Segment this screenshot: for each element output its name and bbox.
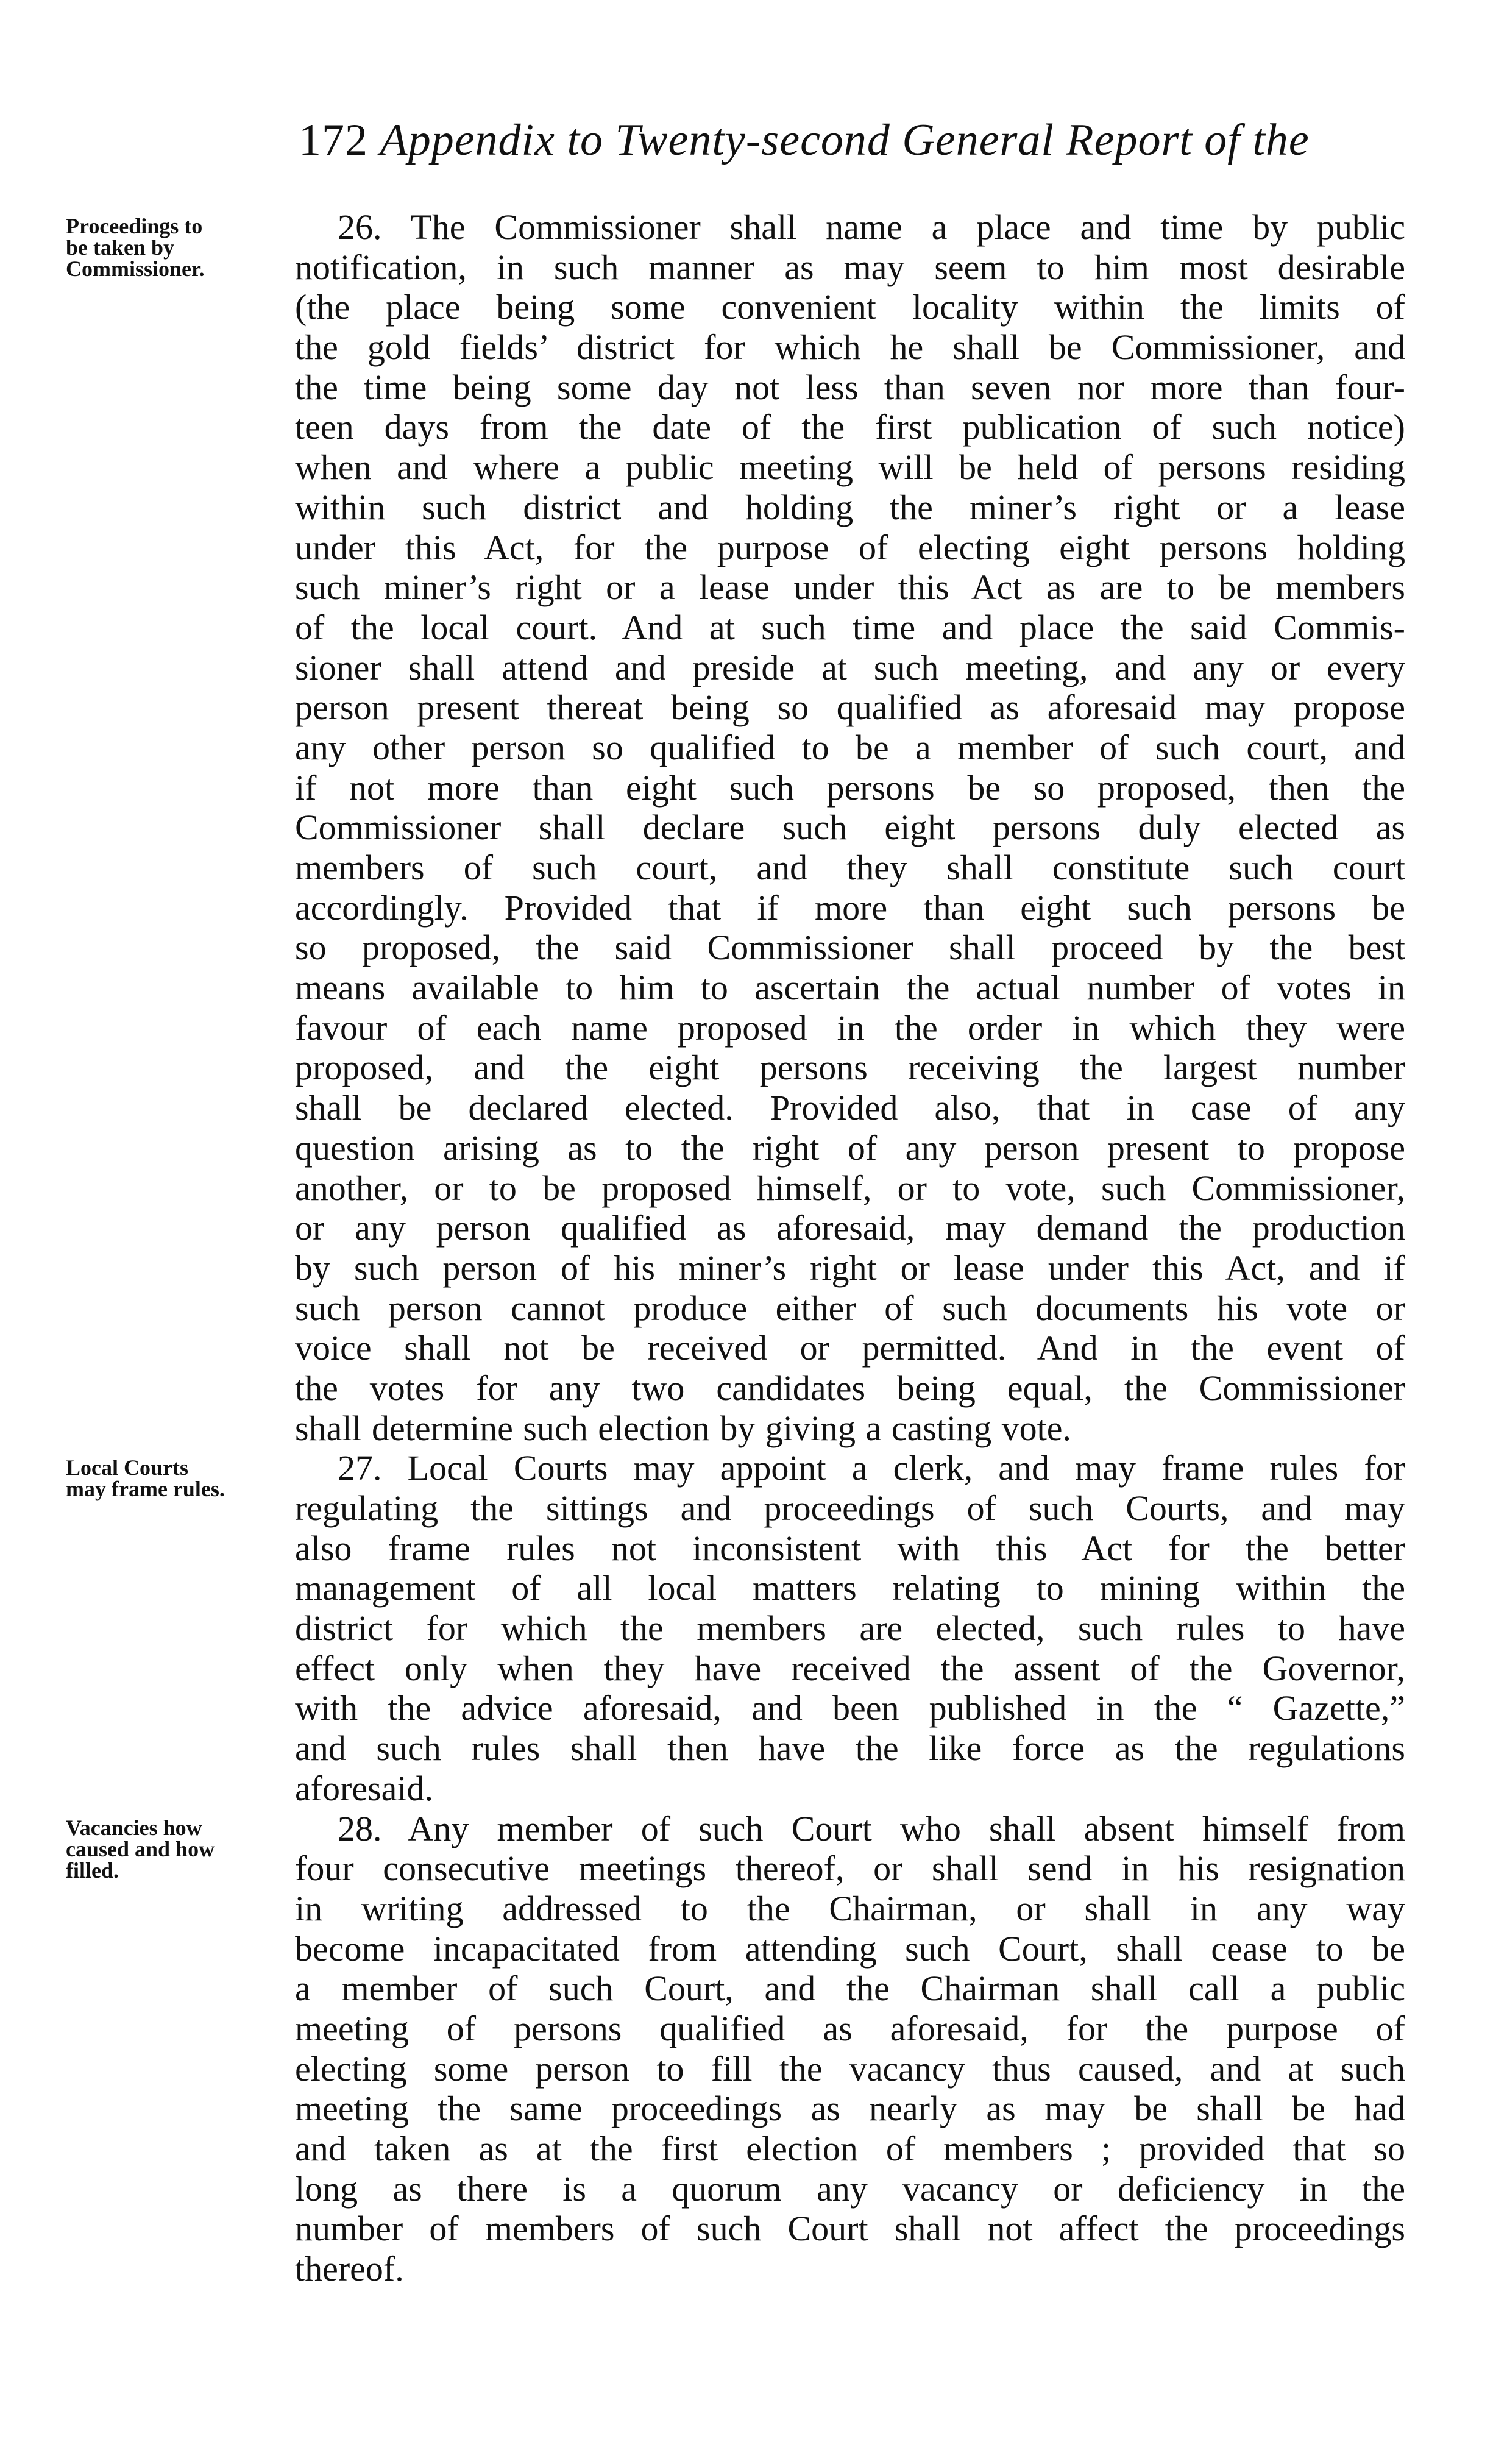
paragraph-28 xyxy=(295,1809,1405,2289)
running-title: Appendix to Twenty-second General Report of the xyxy=(380,115,1310,165)
text-line: regulating the sittings and proceedings of such Courts, and may xyxy=(295,1488,1405,1528)
text-line: question arising as to the right of any person present to propose xyxy=(295,1127,1405,1168)
text-line: and taken as at the first election of members ; provided that so xyxy=(295,2129,1405,2168)
text-line: or any person qualified as aforesaid, may demand the production xyxy=(295,1208,1405,1248)
text-line: four consecutive meetings thereof, or shall send in his resignation xyxy=(295,1848,1405,1889)
margin-note-line: Vacancies how xyxy=(66,1816,202,1840)
text-line: shall determine such election by giving a casting vote. xyxy=(295,1408,1071,1448)
text-line: effect only when they have received the assent of the Governor, xyxy=(295,1648,1405,1688)
text-line: in writing addressed to the Chairman, or shall in any way xyxy=(295,1888,1405,1928)
text-line: proposed, and the eight persons receiving the largest number xyxy=(295,1048,1405,1088)
text-line: voice shall not be received or permitted. And in the event of xyxy=(295,1328,1405,1368)
running-header xyxy=(299,115,1310,166)
text-line: 27. Local Courts may appoint a clerk, and may frame rules for xyxy=(338,1448,1405,1488)
text-line: Commissioner shall declare such eight persons duly elected as xyxy=(295,808,1405,848)
margin-note-line: be taken by xyxy=(66,235,175,260)
margin-note-line: may frame rules. xyxy=(66,1476,225,1501)
text-line: thereof. xyxy=(295,2249,404,2289)
text-line: electing some person to fill the vacancy thus caused, and at such xyxy=(295,2048,1405,2089)
text-line: if not more than eight such persons be so proposed, then the xyxy=(295,767,1405,808)
text-line: teen days from the date of the first publication of such notice) xyxy=(295,407,1405,447)
text-line: by such person of his miner’s right or lease under this Act, and if xyxy=(295,1248,1405,1288)
text-line: under this Act, for the purpose of electing eight persons holding xyxy=(295,527,1405,567)
margin-note xyxy=(66,1817,215,1881)
text-line: 28. Any member of such Court who shall absent himself from xyxy=(338,1808,1405,1848)
body-text xyxy=(295,207,1405,2289)
text-line: means available to him to ascertain the actual number of votes in xyxy=(295,968,1405,1008)
text-line: also frame rules not inconsistent with this Act for the better xyxy=(295,1528,1405,1568)
text-line: of the local court. And at such time and place the said Commis- xyxy=(295,607,1405,647)
margin-note-line: Commissioner. xyxy=(66,257,205,281)
margin-note-line: Proceedings to xyxy=(66,214,203,238)
text-line: with the advice aforesaid, and been published in the “ Gazette,” xyxy=(295,1688,1405,1728)
text-line: such miner’s right or a lease under this Act as are to be members xyxy=(295,567,1405,608)
text-line: aforesaid. xyxy=(295,1768,434,1808)
text-line: management of all local matters relating to mining within the xyxy=(295,1568,1405,1608)
margin-note-line: filled. xyxy=(66,1858,119,1883)
text-line: a member of such Court, and the Chairman shall call a public xyxy=(295,1969,1405,2009)
text-line: another, or to be proposed himself, or to vote, such Commissioner, xyxy=(295,1168,1405,1208)
text-line: favour of each name proposed in the order in which they were xyxy=(295,1007,1405,1048)
text-line: the time being some day not less than seven nor more than four- xyxy=(295,367,1405,407)
text-line: accordingly. Provided that if more than eight such persons be xyxy=(295,887,1405,928)
text-line: so proposed, the said Commissioner shall proceed by the best xyxy=(295,928,1405,968)
text-line: sioner shall attend and preside at such meeting, and any or every xyxy=(295,647,1405,687)
text-line: (the place being some convenient locality within the limits of xyxy=(295,287,1405,327)
paragraph-27 xyxy=(295,1448,1405,1808)
text-line: notification, in such manner as may seem to him most desirable xyxy=(295,247,1405,287)
text-line: any other person so qualified to be a member of such court, and xyxy=(295,727,1405,767)
margin-note xyxy=(66,1457,225,1500)
text-line: number of members of such Court shall not affect the proceedings xyxy=(295,2209,1405,2249)
margin-note-line: caused and how xyxy=(66,1837,215,1861)
text-line: when and where a public meeting will be held of persons residing xyxy=(295,447,1405,488)
paragraph-26 xyxy=(295,207,1405,1448)
page-number: 172 xyxy=(299,115,368,165)
text-line: the gold fields’ district for which he shall be Commissioner, and xyxy=(295,327,1405,367)
text-line: the votes for any two candidates being equal, the Commissioner xyxy=(295,1368,1405,1408)
text-line: become incapacitated from attending such Court, shall cease to be xyxy=(295,1928,1405,1969)
text-line: within such district and holding the miner’s right or a lease xyxy=(295,487,1405,527)
text-line: person present thereat being so qualified as aforesaid may propose xyxy=(295,687,1405,728)
text-line: 26. The Commissioner shall name a place and time by public xyxy=(338,207,1405,247)
text-line: meeting the same proceedings as nearly as may be shall be had xyxy=(295,2089,1405,2129)
text-line: shall be declared elected. Provided also, that in case of any xyxy=(295,1088,1405,1128)
text-line: district for which the members are elected, such rules to have xyxy=(295,1608,1405,1649)
margin-note-line: Local Courts xyxy=(66,1455,188,1480)
text-line: and such rules shall then have the like force as the regulations xyxy=(295,1728,1405,1769)
margin-note xyxy=(66,216,205,280)
text-line: members of such court, and they shall constitute such court xyxy=(295,848,1405,887)
text-line: meeting of persons qualified as aforesaid, for the purpose of xyxy=(295,2008,1405,2048)
text-line: such person cannot produce either of such documents his vote or xyxy=(295,1288,1405,1328)
text-line: long as there is a quorum any vacancy or deficiency in the xyxy=(295,2168,1405,2209)
